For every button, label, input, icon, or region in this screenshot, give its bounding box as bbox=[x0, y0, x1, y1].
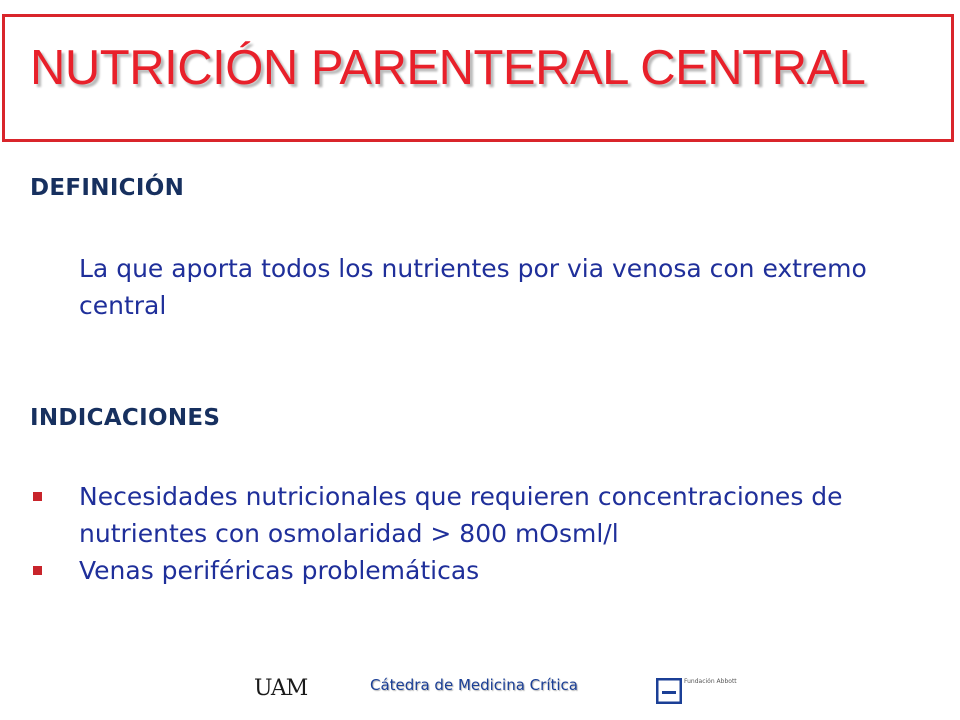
square-bullet-icon bbox=[33, 566, 42, 575]
definicion-heading: DEFINICIÓN bbox=[30, 175, 185, 201]
abbott-logo-text: Fundación Abbott bbox=[684, 678, 737, 685]
indicaciones-heading: INDICACIONES bbox=[30, 405, 221, 431]
definicion-text: La que aporta todos los nutrientes por via venosa con extremo central bbox=[79, 254, 867, 320]
list-item-text: Necesidades nutricionales que requieren concentraciones de nutrientes con osmolaridad > 800 mOsml/l bbox=[79, 482, 843, 548]
indicaciones-list bbox=[30, 478, 940, 589]
square-bullet-icon bbox=[33, 492, 42, 501]
slide-title: NUTRICIÓN PARENTERAL CENTRAL bbox=[30, 41, 866, 95]
list-item bbox=[30, 478, 940, 552]
list-item bbox=[30, 552, 940, 589]
list-item-text: Venas periféricas problemáticas bbox=[79, 556, 480, 585]
abbott-logo-icon bbox=[656, 678, 682, 704]
uam-logo: UAM bbox=[254, 676, 308, 701]
footer-text: Cátedra de Medicina Crítica bbox=[370, 676, 578, 694]
